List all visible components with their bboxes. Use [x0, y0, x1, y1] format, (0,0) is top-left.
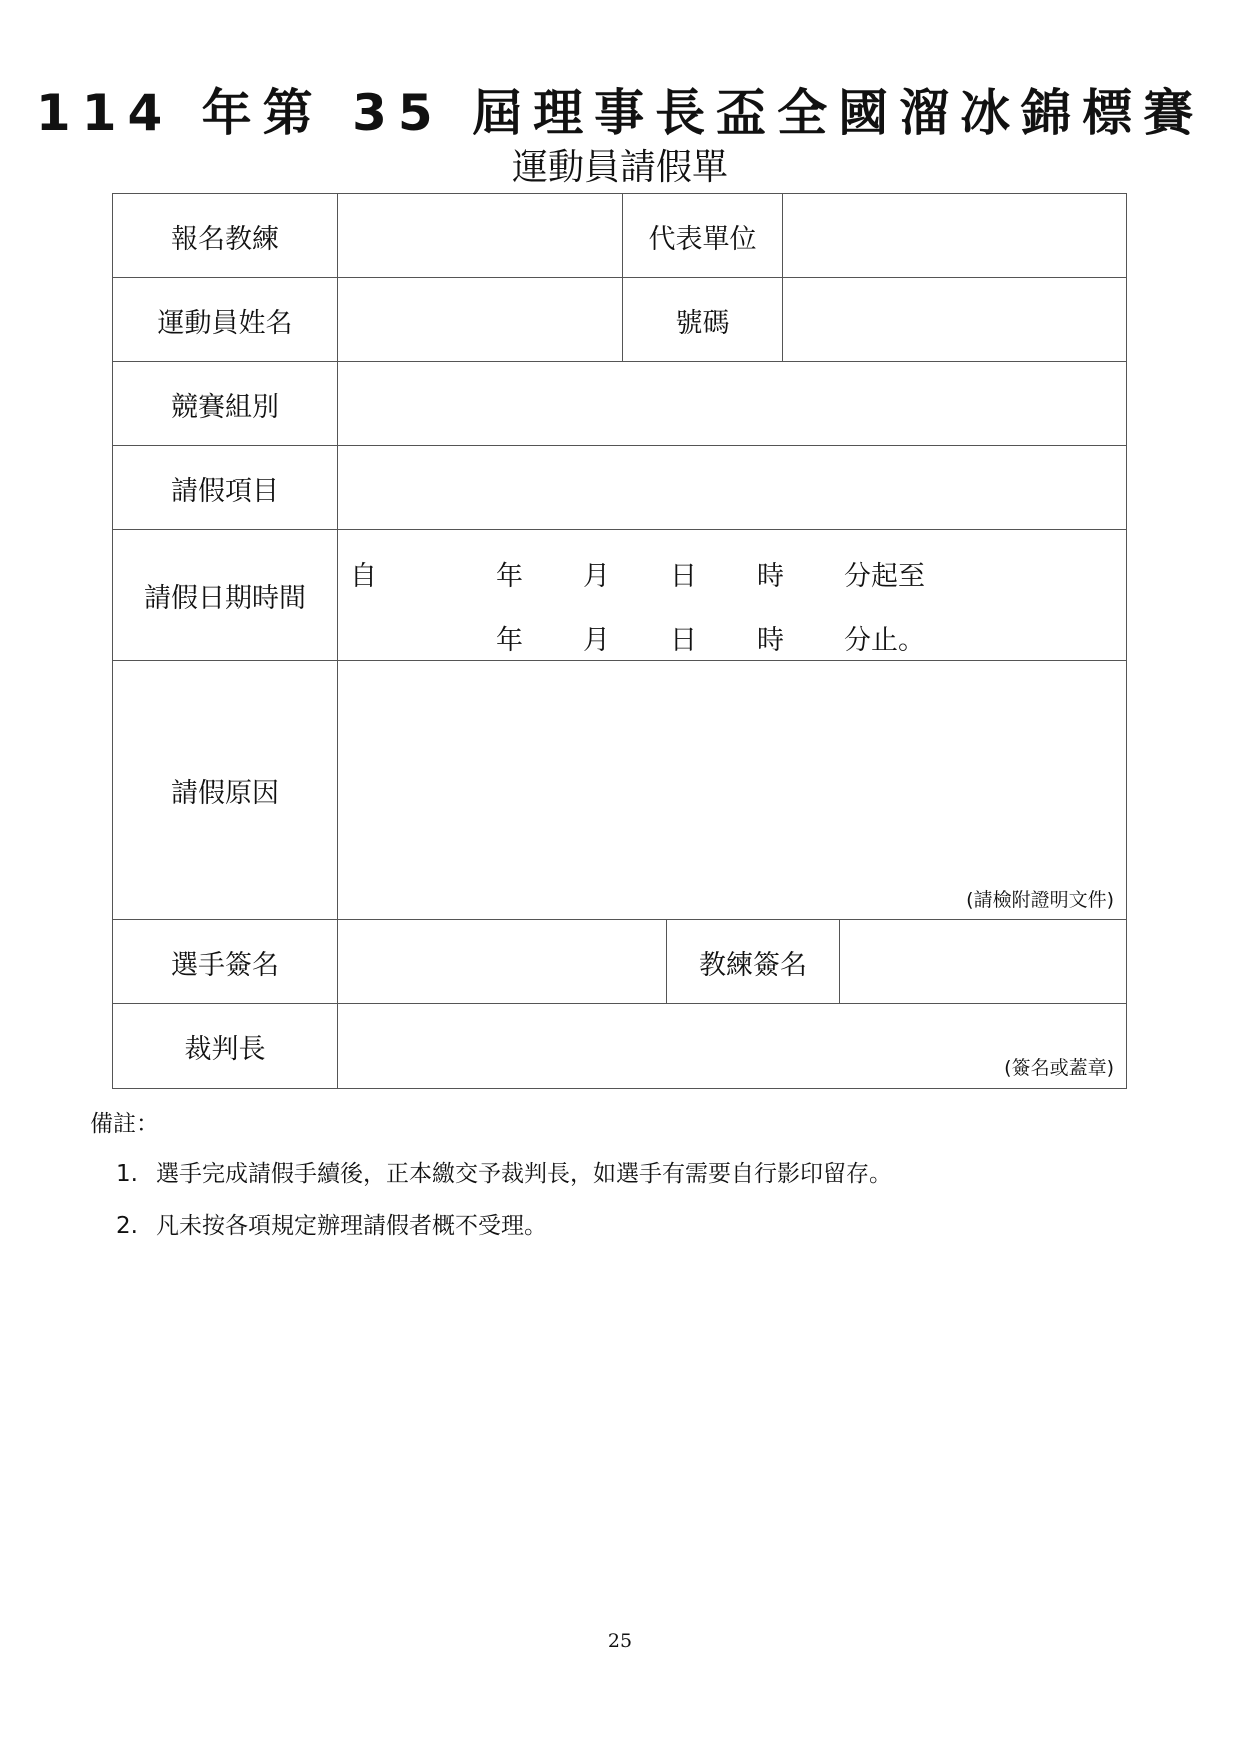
group-label: 競賽組別: [113, 362, 338, 446]
referee-signature-field[interactable]: [338, 1004, 1126, 1088]
note-text: 凡未按各項規定辦理請假者概不受理。: [156, 1213, 547, 1239]
number-label: 號碼: [623, 278, 783, 362]
referee-label: 裁判長: [113, 1004, 338, 1088]
referee-hint: (簽名或蓋章): [1004, 1057, 1114, 1079]
note-number: 1.: [116, 1161, 138, 1187]
athlete-name-field[interactable]: [338, 278, 623, 362]
number-field[interactable]: [783, 278, 1126, 362]
athlete-signature-field[interactable]: [338, 920, 667, 1004]
leave-item-field[interactable]: [338, 446, 1126, 530]
datetime-end-minute: 分止。: [844, 625, 925, 656]
document-title: 114 年第 35 屆理事長盃全國溜冰錦標賽: [35, 84, 1205, 142]
datetime-start-hour: 時: [757, 561, 784, 592]
leave-datetime-label: 請假日期時間: [113, 530, 338, 661]
datetime-end-month: 月: [583, 625, 610, 656]
group-field[interactable]: [338, 362, 1126, 446]
form-subtitle: 運動員請假單: [511, 147, 728, 188]
note-text: 選手完成請假手續後，正本繳交予裁判長，如選手有需要自行影印留存。: [156, 1161, 892, 1187]
page-number: 25: [607, 1630, 633, 1652]
form-row-athlete: [113, 278, 1126, 362]
form-row-referee: [113, 1004, 1126, 1088]
unit-label: 代表單位: [623, 194, 783, 278]
note-item-2: [116, 1207, 547, 1240]
coach-signature-field[interactable]: [840, 920, 1126, 1004]
athlete-name-label: 運動員姓名: [113, 278, 338, 362]
leave-item-label: 請假項目: [113, 446, 338, 530]
datetime-end-day: 日: [670, 625, 697, 656]
form-row-signatures: [113, 920, 1126, 1004]
coach-label: 報名教練: [113, 194, 338, 278]
form-row-reason: [113, 661, 1126, 920]
datetime-start-year: 年: [496, 561, 523, 592]
coach-signature-label: 教練簽名: [667, 920, 840, 1004]
datetime-start-minute: 分起至: [844, 561, 925, 592]
coach-field[interactable]: [338, 194, 623, 278]
form-row-item: [113, 446, 1126, 530]
datetime-from: 自: [350, 561, 377, 592]
unit-field[interactable]: [783, 194, 1126, 278]
leave-reason-field[interactable]: [338, 661, 1126, 920]
leave-reason-label: 請假原因: [113, 661, 338, 920]
datetime-start-day: 日: [670, 561, 697, 592]
reason-hint: (請檢附證明文件): [966, 889, 1114, 911]
leave-datetime-field[interactable]: [338, 530, 1126, 661]
datetime-end-hour: 時: [757, 625, 784, 656]
notes-heading: 備註：: [90, 1111, 159, 1137]
form-row-coach: [113, 194, 1126, 278]
datetime-end-year: 年: [496, 625, 523, 656]
athlete-signature-label: 選手簽名: [113, 920, 338, 1004]
note-number: 2.: [116, 1213, 138, 1239]
form-row-group: [113, 362, 1126, 446]
datetime-start-month: 月: [583, 561, 610, 592]
form-row-datetime: [113, 530, 1126, 661]
note-item-1: [116, 1155, 892, 1188]
leave-form-table: [112, 193, 1127, 1089]
